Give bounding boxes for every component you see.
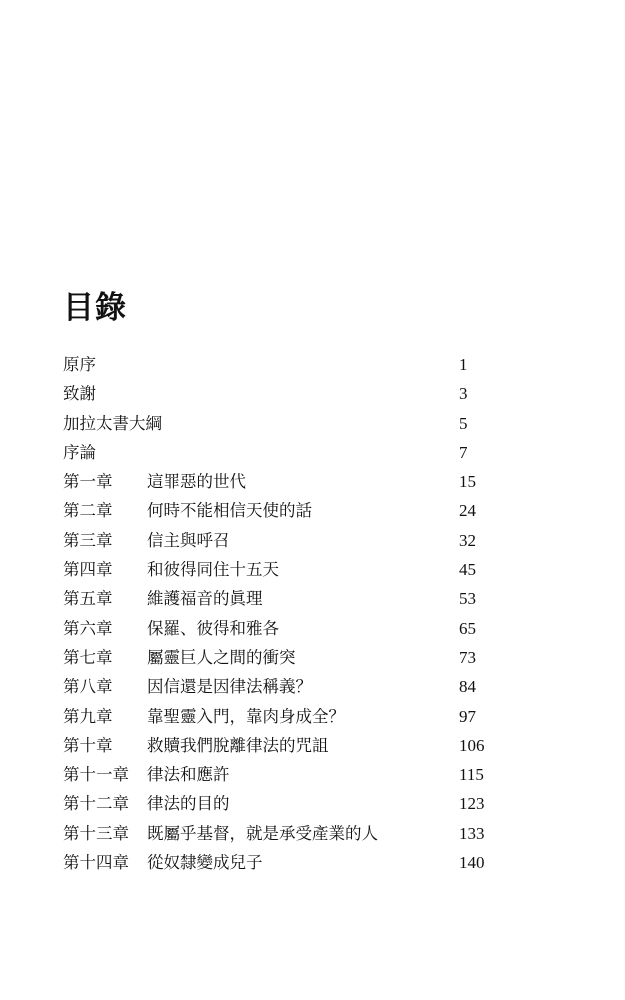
toc-entry bbox=[63, 409, 493, 438]
toc-entry-chapter: 原序 bbox=[63, 355, 96, 374]
toc-entry bbox=[63, 848, 493, 877]
toc-entry bbox=[63, 672, 493, 701]
toc-entry-page-number: 133 bbox=[459, 823, 485, 843]
toc-entry bbox=[63, 379, 493, 408]
toc-entry-title: 律法和應許 bbox=[147, 765, 230, 785]
toc-entry-chapter: 第五章 bbox=[63, 589, 113, 609]
toc-entry-chapter: 第四章 bbox=[63, 560, 113, 580]
toc-heading: 目錄 bbox=[63, 290, 127, 326]
toc-entry bbox=[63, 526, 493, 555]
toc-entry-title: 從奴隸變成兒子 bbox=[147, 853, 263, 873]
toc-entry-chapter: 第十四章 bbox=[63, 853, 129, 873]
toc-entry-title: 靠聖靈入門，靠肉身成全？ bbox=[147, 706, 345, 726]
toc-entry-chapter: 序論 bbox=[63, 442, 96, 462]
toc-entry-page-number: 106 bbox=[459, 735, 485, 755]
toc-entry bbox=[63, 760, 493, 789]
toc-entry bbox=[63, 555, 493, 584]
toc-entry bbox=[63, 584, 493, 613]
toc-entry-page-number: 97 bbox=[459, 706, 476, 726]
toc-entry-title: 這罪惡的世代 bbox=[147, 472, 246, 492]
toc-entry-page-number: 53 bbox=[459, 589, 476, 609]
toc-entry-page-number: 73 bbox=[459, 647, 476, 667]
toc-entry bbox=[63, 731, 493, 760]
toc-entry-chapter: 第一章 bbox=[63, 472, 113, 492]
toc-entry-page-number: 15 bbox=[459, 472, 476, 492]
toc-entry-title: 救贖我們脫離律法的咒詛 bbox=[147, 735, 329, 755]
toc-entry-title: 信主與呼召 bbox=[147, 530, 230, 550]
toc-entry-title: 既屬乎基督，就是承受產業的人 bbox=[147, 823, 378, 843]
toc-entry-title: 屬靈巨人之間的衝突 bbox=[147, 647, 296, 667]
toc-entry bbox=[63, 350, 493, 379]
toc-entry-chapter: 第十二章 bbox=[63, 794, 129, 814]
toc-entry-chapter: 加拉太書大綱 bbox=[63, 413, 162, 433]
toc-entry-chapter: 致謝 bbox=[63, 384, 96, 404]
toc-entry-title: 維護福音的眞理 bbox=[147, 589, 263, 609]
toc-entry-chapter: 第九章 bbox=[63, 706, 113, 726]
toc-entry-chapter: 第三章 bbox=[63, 530, 113, 550]
toc-entry-page-number: 7 bbox=[459, 442, 468, 462]
toc-entry bbox=[63, 789, 493, 818]
toc-entry bbox=[63, 614, 493, 643]
toc-entry-page-number: 1 bbox=[459, 355, 468, 374]
toc-entry-title: 因信還是因律法稱義？ bbox=[147, 677, 312, 697]
toc-entry-chapter: 第六章 bbox=[63, 618, 113, 638]
toc-entry-title: 律法的目的 bbox=[147, 794, 230, 814]
toc-entry-chapter: 第七章 bbox=[63, 647, 113, 667]
toc-entry-page-number: 65 bbox=[459, 618, 476, 638]
toc-entry-page-number: 45 bbox=[459, 560, 476, 580]
toc-entry bbox=[63, 819, 493, 848]
toc-entry-chapter: 第十一章 bbox=[63, 765, 129, 785]
toc-entry-chapter: 第二章 bbox=[63, 501, 113, 521]
toc-entry-chapter: 第十三章 bbox=[63, 823, 129, 843]
toc-entry-page-number: 115 bbox=[459, 765, 484, 785]
toc-entry bbox=[63, 643, 493, 672]
toc-entry bbox=[63, 438, 493, 467]
toc-entry-title: 保羅、彼得和雅各 bbox=[147, 618, 279, 638]
toc-entry-page-number: 5 bbox=[459, 413, 468, 433]
toc-entry-chapter: 第十章 bbox=[63, 735, 113, 755]
toc-entry-page-number: 84 bbox=[459, 677, 476, 697]
toc-list bbox=[63, 350, 493, 877]
toc-entry-title: 和彼得同住十五天 bbox=[147, 560, 279, 580]
toc-entry bbox=[63, 467, 493, 496]
toc-entry-page-number: 140 bbox=[459, 853, 485, 873]
toc-entry bbox=[63, 702, 493, 731]
toc-entry-title: 何時不能相信天使的話 bbox=[147, 501, 312, 521]
toc-entry-page-number: 3 bbox=[459, 384, 468, 404]
toc-entry-page-number: 32 bbox=[459, 530, 476, 550]
toc-entry bbox=[63, 496, 493, 525]
toc-entry-page-number: 24 bbox=[459, 501, 476, 521]
toc-entry-page-number: 123 bbox=[459, 794, 485, 814]
toc-entry-chapter: 第八章 bbox=[63, 677, 113, 697]
